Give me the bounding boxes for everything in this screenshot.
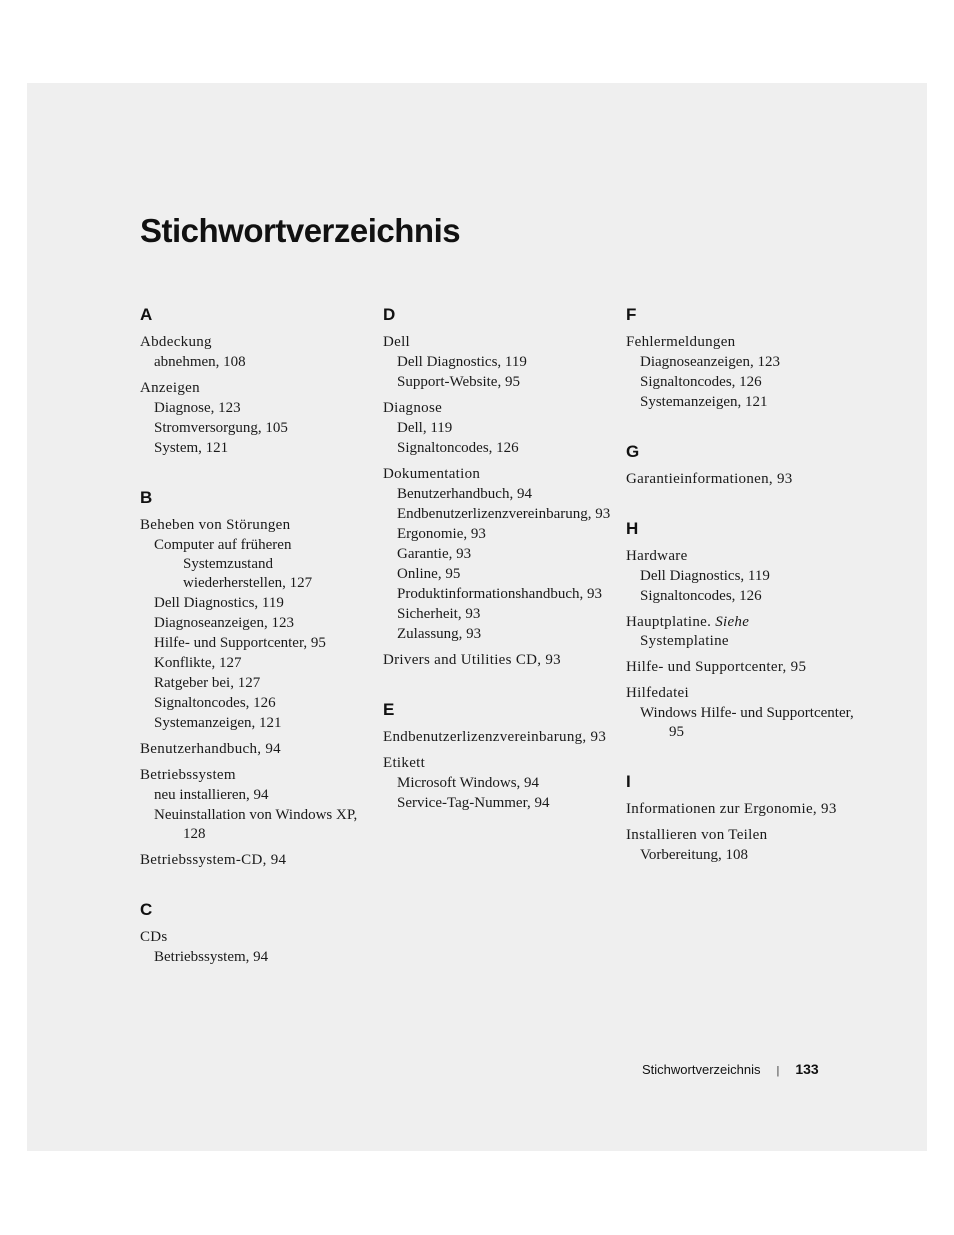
- index-subentry: Signaltoncodes, 126: [640, 374, 762, 390]
- index-entry: [140, 928, 375, 967]
- index-subentry: Dell Diagnostics, 119: [640, 568, 770, 584]
- index-subentry: Zulassung, 93: [397, 626, 482, 642]
- see-reference-label: Siehe: [715, 614, 750, 630]
- index-entry: [383, 399, 618, 458]
- index-subentry: Diagnoseanzeigen, 123: [640, 354, 780, 370]
- index-entry-term: [383, 754, 618, 773]
- index-entry: [140, 333, 375, 372]
- index-entry-term: [140, 851, 375, 870]
- index-entry-term: [626, 684, 861, 703]
- index-entry-term-text: Beheben von Störungen: [140, 517, 291, 533]
- index-subentry: Ratgeber bei, 127: [154, 675, 261, 691]
- index-entry: [626, 826, 861, 865]
- index-subentry: Sicherheit, 93: [397, 606, 481, 622]
- index-entry-term: [626, 613, 861, 651]
- index-subentry: Diagnose, 123: [154, 400, 241, 416]
- section-letter: B: [140, 488, 153, 507]
- index-entry-term: [383, 399, 618, 418]
- index-entry-term: [140, 516, 375, 535]
- index-entry-term-text: Drivers and Utilities CD, 93: [383, 652, 561, 668]
- index-entry-term-text: Abdeckung: [140, 334, 212, 350]
- index-subentry: Signaltoncodes, 126: [154, 695, 276, 711]
- index-entry-term: [626, 658, 861, 677]
- index-subentry: Signaltoncodes, 126: [397, 440, 519, 456]
- index-section: [140, 899, 375, 967]
- index-subentry: Betriebssystem, 94: [154, 949, 269, 965]
- index-subentry: Produktinformationshandbuch, 93: [397, 586, 602, 602]
- index-subentry: Garantie, 93: [397, 546, 472, 562]
- index-entry-term: [383, 465, 618, 484]
- index-entry-term: [626, 333, 861, 352]
- section-letter: A: [140, 305, 153, 324]
- index-subentry: System, 121: [154, 440, 229, 456]
- index-entry-term-text: Garantieinformationen, 93: [626, 471, 793, 487]
- see-reference-target: Systemplatine: [640, 633, 729, 649]
- page-footer: [642, 1061, 819, 1077]
- index-subentry: neu installieren, 94: [154, 787, 269, 803]
- index-entry: [383, 728, 618, 747]
- index-entry-term-text: Hilfedatei: [626, 685, 689, 701]
- index-entry-term-text: CDs: [140, 929, 168, 945]
- index-column-1: [140, 304, 375, 996]
- index-subentry: Stromversorgung, 105: [154, 420, 288, 436]
- index-section: [626, 441, 861, 489]
- index-subentry: Konflikte, 127: [154, 655, 242, 671]
- index-entry: [383, 465, 618, 644]
- index-entry-term: [626, 547, 861, 566]
- index-entry: [626, 800, 861, 819]
- index-entry-term-text: Informationen zur Ergonomie, 93: [626, 801, 837, 817]
- index-column-3: [626, 304, 861, 894]
- index-entry: [626, 470, 861, 489]
- index-subentry: Online, 95: [397, 566, 461, 582]
- index-subentry: Service-Tag-Nummer, 94: [397, 795, 550, 811]
- index-entry: [626, 684, 861, 742]
- index-entry: [626, 613, 861, 651]
- section-letter: F: [626, 305, 637, 324]
- index-section: [626, 304, 861, 412]
- index-entry-term-text: Endbenutzerlizenzvereinbarung, 93: [383, 729, 607, 745]
- section-letter: H: [626, 519, 639, 538]
- index-entry: [140, 516, 375, 733]
- section-letter: C: [140, 900, 153, 919]
- index-entry-term-text: Hauptplatine.: [626, 614, 712, 630]
- index-entry: [140, 851, 375, 870]
- index-subentry: Dell Diagnostics, 119: [154, 595, 284, 611]
- section-letter: G: [626, 442, 640, 461]
- index-entry-term-text: Hardware: [626, 548, 688, 564]
- page-number: 133: [795, 1061, 819, 1077]
- index-entry: [383, 754, 618, 813]
- index-entry-term: [383, 728, 618, 747]
- index-entry: [626, 333, 861, 412]
- index-subentry: Endbenutzerlizenzvereinbarung, 93: [397, 506, 611, 522]
- index-entry-term: [383, 333, 618, 352]
- index-entry-term-text: Betriebssystem-CD, 94: [140, 852, 287, 868]
- index-section: [383, 699, 618, 813]
- index-entry-term-text: Installieren von Teilen: [626, 827, 768, 843]
- index-entry-term-text: Betriebssystem: [140, 767, 236, 783]
- footer-separator: |: [776, 1065, 780, 1077]
- index-entry-term-text: Diagnose: [383, 400, 443, 416]
- index-column-2: [383, 304, 618, 842]
- index-subentry: Neuinstallation von Windows XP, 128: [154, 807, 358, 842]
- footer-section-name: Stichwortverzeichnis: [642, 1062, 761, 1077]
- index-entry-term-text: Hilfe- und Supportcenter, 95: [626, 659, 807, 675]
- index-entry: [383, 651, 618, 670]
- page-title: Stichwortverzeichnis: [140, 212, 461, 249]
- index-subentry: Hilfe- und Supportcenter, 95: [154, 635, 326, 651]
- index-subentry: Systemanzeigen, 121: [640, 394, 768, 410]
- index-entry-term: [626, 826, 861, 845]
- index-subentry: Dell Diagnostics, 119: [397, 354, 527, 370]
- section-letter: I: [626, 772, 631, 791]
- index-subentry: Support-Website, 95: [397, 374, 520, 390]
- index-subentry: Diagnoseanzeigen, 123: [154, 615, 294, 631]
- index-section: [626, 771, 861, 865]
- index-entry: [626, 547, 861, 606]
- index-entry-term-text: Etikett: [383, 755, 426, 771]
- index-entry: [140, 379, 375, 458]
- index-entry-term: [140, 379, 375, 398]
- index-entry-term: [140, 333, 375, 352]
- section-letter: D: [383, 305, 396, 324]
- section-letter: E: [383, 700, 395, 719]
- index-subentry: Ergonomie, 93: [397, 526, 486, 542]
- index-entry-term-text: Fehlermeldungen: [626, 334, 736, 350]
- index-subentry: Benutzerhandbuch, 94: [397, 486, 532, 502]
- index-subentry: Signaltoncodes, 126: [640, 588, 762, 604]
- index-entry-term: [140, 766, 375, 785]
- index-entry-term: [140, 740, 375, 759]
- index-section: [626, 518, 861, 742]
- index-entry: [383, 333, 618, 392]
- index-subentry: Systemanzeigen, 121: [154, 715, 282, 731]
- index-subentry: abnehmen, 108: [154, 354, 246, 370]
- index-entry-term: [383, 651, 618, 670]
- index-entry: [626, 658, 861, 677]
- index-subentry: Computer auf früheren Systemzustand wiederherstellen, 127: [154, 537, 313, 591]
- index-entry-term-text: Anzeigen: [140, 380, 200, 396]
- index-subentry: Windows Hilfe- und Supportcenter, 95: [640, 705, 854, 740]
- index-subentry: Dell, 119: [397, 420, 453, 436]
- index-subentry: Microsoft Windows, 94: [397, 775, 540, 791]
- index-subentry: Vorbereitung, 108: [640, 847, 749, 863]
- index-entry-term: [626, 800, 861, 819]
- index-entry: [140, 766, 375, 844]
- index-section: [383, 304, 618, 670]
- index-entry-term: [626, 470, 861, 489]
- index-entry-term-text: Dokumentation: [383, 466, 481, 482]
- index-entry-term-text: Dell: [383, 334, 411, 350]
- index-entry-term: [140, 928, 375, 947]
- index-section: [140, 304, 375, 458]
- index-entry-term-text: Benutzerhandbuch, 94: [140, 741, 281, 757]
- index-entry: [140, 740, 375, 759]
- index-section: [140, 487, 375, 870]
